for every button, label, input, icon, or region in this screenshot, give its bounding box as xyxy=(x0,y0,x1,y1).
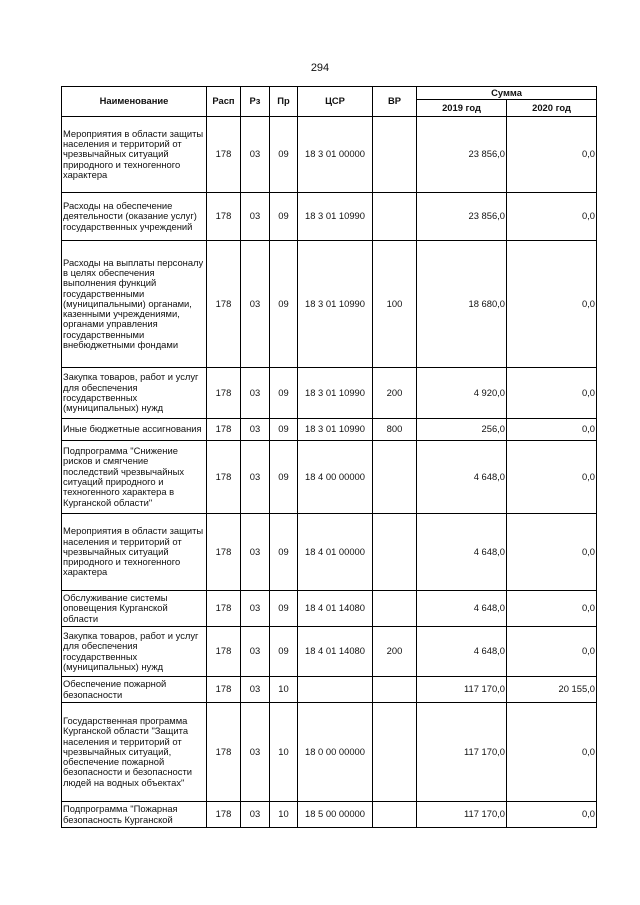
cell-vr xyxy=(373,703,417,802)
cell-csr: 18 0 00 00000 xyxy=(298,703,373,802)
cell-y2020: 0,0 xyxy=(507,514,597,591)
table-row xyxy=(62,241,597,368)
cell-y2019: 117 170,0 xyxy=(417,802,507,828)
cell-pr: 10 xyxy=(270,677,298,703)
cell-vr: 800 xyxy=(373,419,417,441)
cell-y2020: 0,0 xyxy=(507,419,597,441)
cell-y2020: 0,0 xyxy=(507,193,597,241)
cell-pr: 09 xyxy=(270,241,298,368)
header-2020: 2020 год xyxy=(507,100,597,117)
cell-vr xyxy=(373,193,417,241)
cell-y2019: 4 648,0 xyxy=(417,591,507,627)
cell-rasp: 178 xyxy=(207,241,241,368)
cell-y2020: 0,0 xyxy=(507,117,597,193)
cell-y2020: 0,0 xyxy=(507,241,597,368)
cell-rasp: 178 xyxy=(207,419,241,441)
cell-vr xyxy=(373,441,417,514)
cell-rz: 03 xyxy=(241,514,270,591)
header-name: Наименование xyxy=(62,87,207,117)
cell-name: Подпрограмма "Снижение рисков и смягчение последствий чрезвычайных ситуаций природного и техногенного характера в Курганской области" xyxy=(62,441,207,514)
cell-name: Иные бюджетные ассигнования xyxy=(62,419,207,441)
cell-csr: 18 3 01 10990 xyxy=(298,193,373,241)
cell-pr: 09 xyxy=(270,419,298,441)
header-csr: ЦСР xyxy=(298,87,373,117)
cell-y2020: 0,0 xyxy=(507,441,597,514)
cell-rz: 03 xyxy=(241,117,270,193)
cell-rasp: 178 xyxy=(207,627,241,677)
cell-rasp: 178 xyxy=(207,368,241,419)
cell-csr xyxy=(298,677,373,703)
page-number: 294 xyxy=(310,62,330,74)
cell-csr: 18 5 00 00000 xyxy=(298,802,373,828)
cell-rz: 03 xyxy=(241,441,270,514)
cell-y2019: 18 680,0 xyxy=(417,241,507,368)
cell-rasp: 178 xyxy=(207,677,241,703)
cell-y2020: 20 155,0 xyxy=(507,677,597,703)
cell-y2020: 0,0 xyxy=(507,802,597,828)
cell-pr: 09 xyxy=(270,627,298,677)
cell-y2019: 117 170,0 xyxy=(417,677,507,703)
table-row xyxy=(62,514,597,591)
cell-pr: 09 xyxy=(270,368,298,419)
table-row xyxy=(62,627,597,677)
cell-csr: 18 4 01 00000 xyxy=(298,514,373,591)
cell-vr xyxy=(373,514,417,591)
cell-name: Расходы на обеспечение деятельности (оказание услуг) государственных учреждений xyxy=(62,193,207,241)
cell-vr xyxy=(373,677,417,703)
cell-csr: 18 3 01 00000 xyxy=(298,117,373,193)
cell-name: Расходы на выплаты персоналу в целях обеспечения выполнения функций государственными (муниципальными) органами, казенными учреждениями, органами управления государственными внебюджетными фондами xyxy=(62,241,207,368)
cell-y2019: 23 856,0 xyxy=(417,117,507,193)
cell-name: Мероприятия в области защиты населения и территорий от чрезвычайных ситуаций природного и техногенного характера xyxy=(62,514,207,591)
cell-name: Мероприятия в области защиты населения и территорий от чрезвычайных ситуаций природного и техногенного характера xyxy=(62,117,207,193)
table-row xyxy=(62,368,597,419)
cell-rasp: 178 xyxy=(207,703,241,802)
cell-name: Обеспечение пожарной безопасности xyxy=(62,677,207,703)
cell-csr: 18 4 00 00000 xyxy=(298,441,373,514)
cell-rasp: 178 xyxy=(207,514,241,591)
table-row xyxy=(62,802,597,828)
cell-csr: 18 4 01 14080 xyxy=(298,591,373,627)
cell-pr: 09 xyxy=(270,117,298,193)
table-row xyxy=(62,441,597,514)
cell-vr xyxy=(373,117,417,193)
cell-y2020: 0,0 xyxy=(507,368,597,419)
cell-y2019: 4 648,0 xyxy=(417,441,507,514)
cell-name: Закупка товаров, работ и услуг для обеспечения государственных (муниципальных) нужд xyxy=(62,627,207,677)
header-rz: Рз xyxy=(241,87,270,117)
header-2019: 2019 год xyxy=(417,100,507,117)
budget-table xyxy=(61,86,597,828)
cell-rz: 03 xyxy=(241,703,270,802)
cell-rasp: 178 xyxy=(207,193,241,241)
cell-name: Подпрограмма "Пожарная безопасность Курганской xyxy=(62,802,207,828)
cell-rz: 03 xyxy=(241,677,270,703)
table-row xyxy=(62,193,597,241)
cell-pr: 09 xyxy=(270,441,298,514)
cell-y2019: 117 170,0 xyxy=(417,703,507,802)
cell-pr: 09 xyxy=(270,514,298,591)
cell-rz: 03 xyxy=(241,802,270,828)
cell-vr xyxy=(373,802,417,828)
cell-vr: 200 xyxy=(373,627,417,677)
cell-csr: 18 3 01 10990 xyxy=(298,368,373,419)
cell-name: Закупка товаров, работ и услуг для обеспечения государственных (муниципальных) нужд xyxy=(62,368,207,419)
cell-rz: 03 xyxy=(241,419,270,441)
cell-y2019: 23 856,0 xyxy=(417,193,507,241)
cell-y2020: 0,0 xyxy=(507,627,597,677)
table-row xyxy=(62,703,597,802)
table-row xyxy=(62,419,597,441)
cell-pr: 09 xyxy=(270,591,298,627)
cell-y2020: 0,0 xyxy=(507,591,597,627)
cell-rz: 03 xyxy=(241,241,270,368)
cell-vr xyxy=(373,591,417,627)
table-row xyxy=(62,677,597,703)
cell-rasp: 178 xyxy=(207,441,241,514)
table-row xyxy=(62,591,597,627)
cell-vr: 100 xyxy=(373,241,417,368)
cell-pr: 10 xyxy=(270,703,298,802)
cell-y2020: 0,0 xyxy=(507,703,597,802)
cell-csr: 18 3 01 10990 xyxy=(298,419,373,441)
cell-rz: 03 xyxy=(241,591,270,627)
cell-csr: 18 3 01 10990 xyxy=(298,241,373,368)
table-row xyxy=(62,117,597,193)
header-vr: ВР xyxy=(373,87,417,117)
cell-pr: 10 xyxy=(270,802,298,828)
cell-y2019: 4 648,0 xyxy=(417,627,507,677)
cell-y2019: 256,0 xyxy=(417,419,507,441)
cell-vr: 200 xyxy=(373,368,417,419)
cell-y2019: 4 920,0 xyxy=(417,368,507,419)
header-sum: Сумма xyxy=(417,87,597,100)
cell-csr: 18 4 01 14080 xyxy=(298,627,373,677)
header-rasp: Расп xyxy=(207,87,241,117)
cell-name: Обслуживание системы оповещения Курганской области xyxy=(62,591,207,627)
header-pr: Пр xyxy=(270,87,298,117)
cell-pr: 09 xyxy=(270,193,298,241)
cell-name: Государственная программа Курганской области "Защита населения и территорий от чрезвычайных ситуаций, обеспечение пожарной безопасности и безопасности людей на водных объектах" xyxy=(62,703,207,802)
cell-rasp: 178 xyxy=(207,117,241,193)
cell-rz: 03 xyxy=(241,193,270,241)
cell-rz: 03 xyxy=(241,368,270,419)
cell-rz: 03 xyxy=(241,627,270,677)
cell-rasp: 178 xyxy=(207,802,241,828)
cell-rasp: 178 xyxy=(207,591,241,627)
cell-y2019: 4 648,0 xyxy=(417,514,507,591)
